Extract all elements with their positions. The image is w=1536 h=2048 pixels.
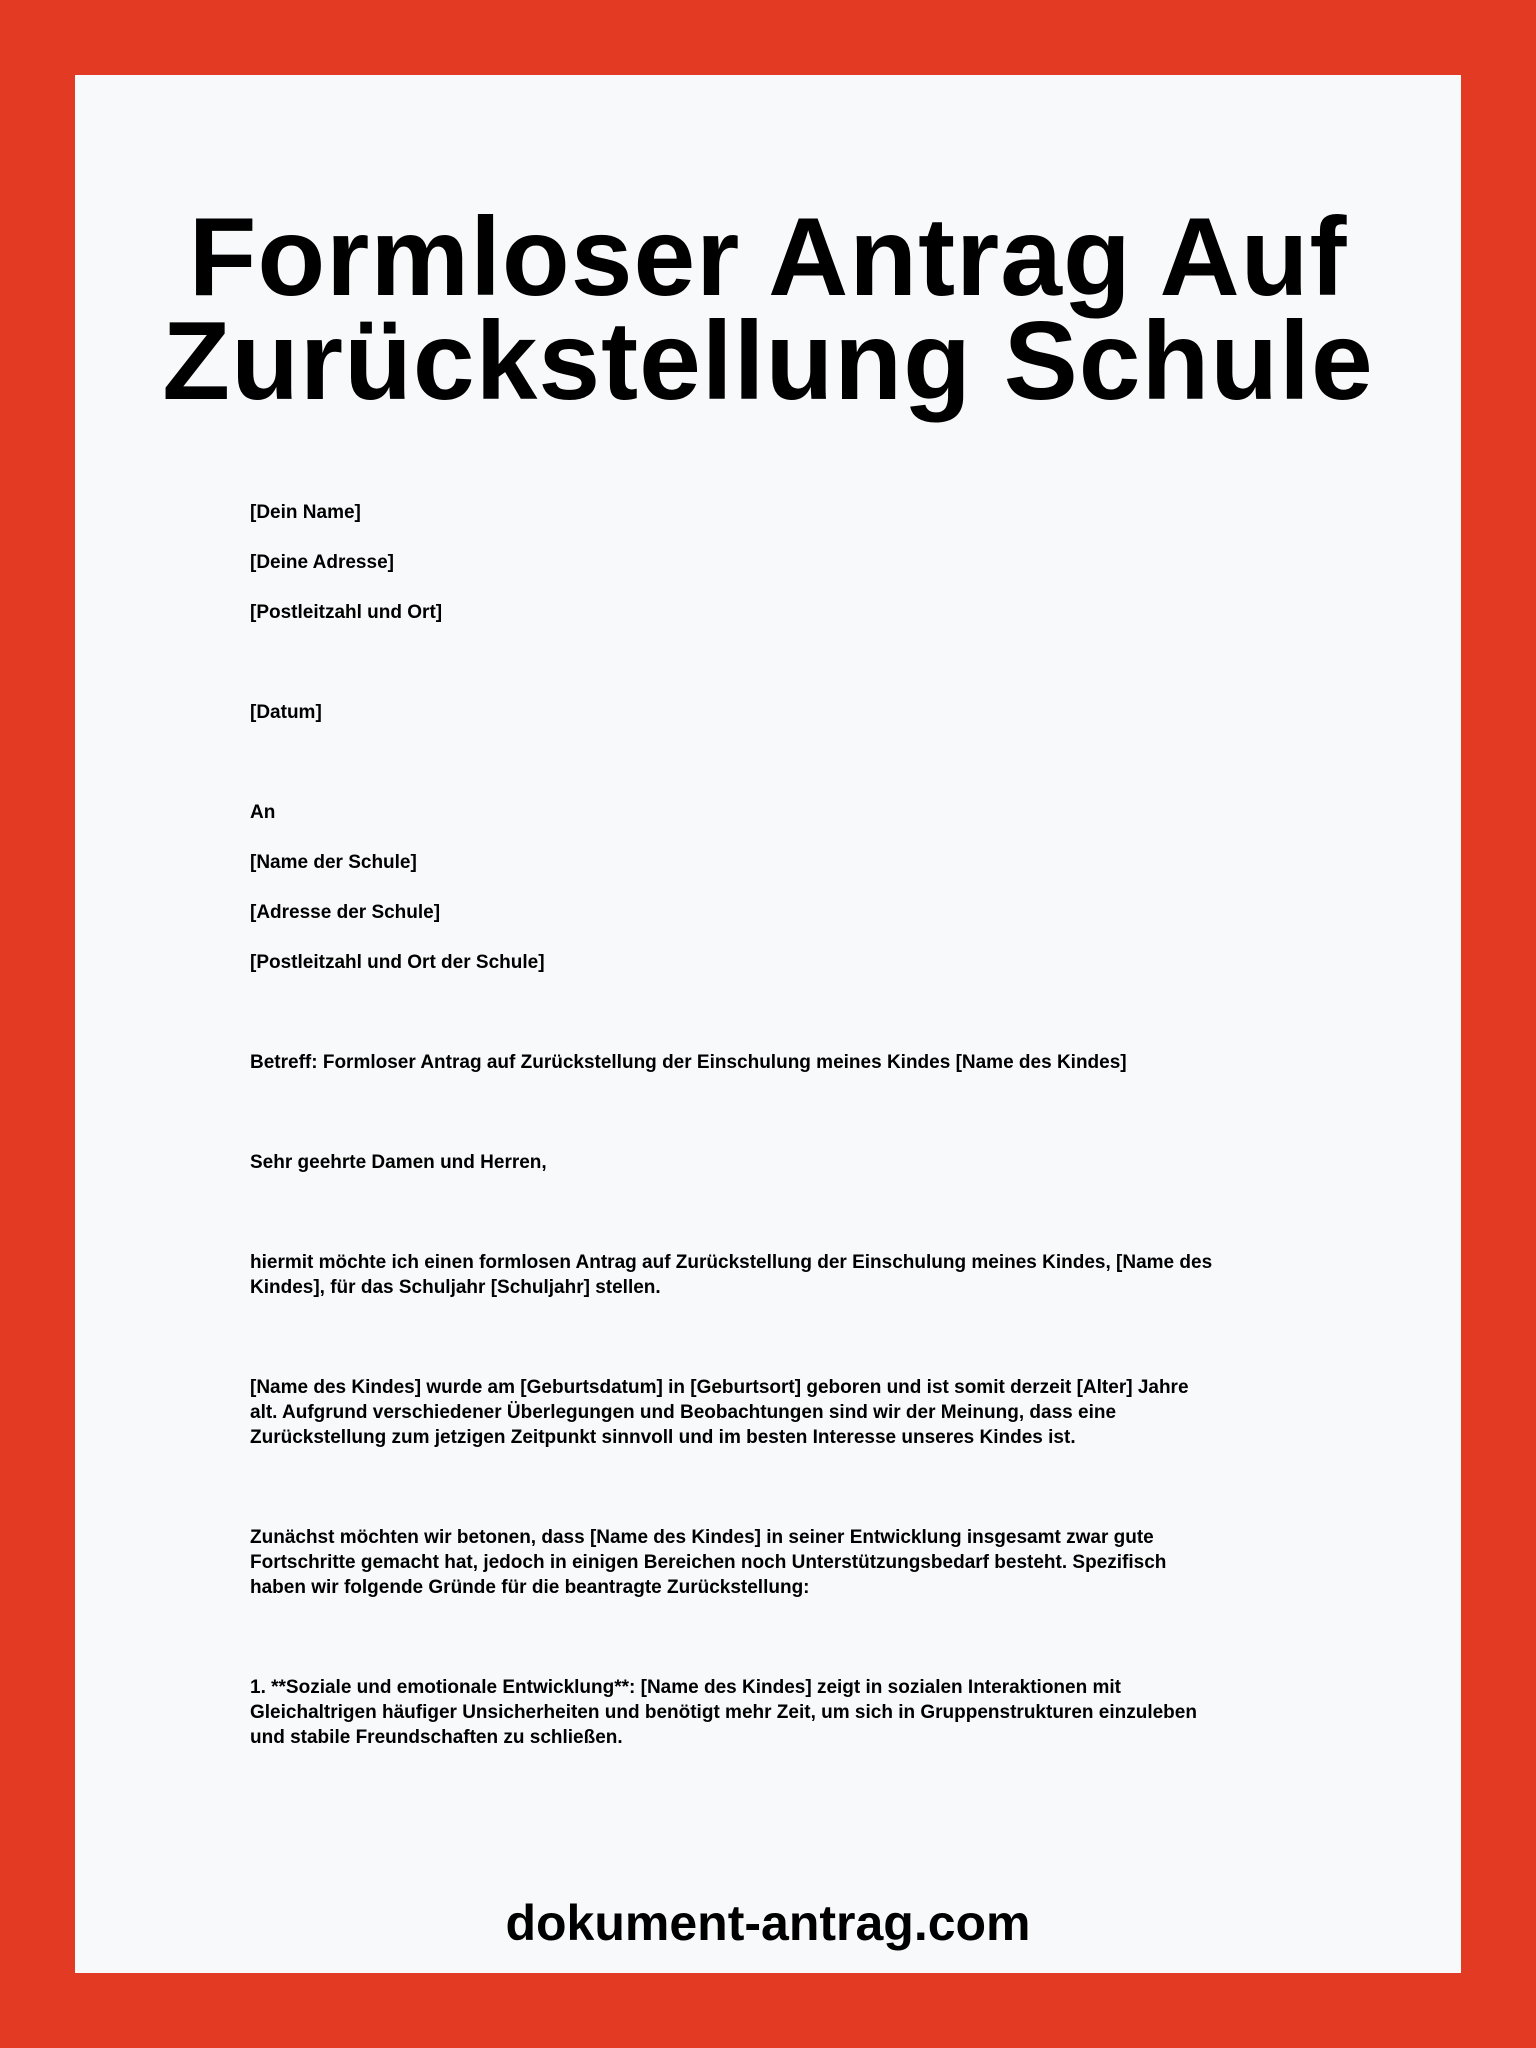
paragraph-line: Gleichaltrigen häufiger Unsicherheiten und benötigt mehr Zeit, um sich in Gruppenstrukturen einzuleben <box>250 1702 1197 1723</box>
paragraph-intro <box>250 1250 1350 1300</box>
recipient-school-name: [Name der Schule] <box>250 852 417 873</box>
recipient-school-city: [Postleitzahl und Ort der Schule] <box>250 952 545 973</box>
paragraph-line: 1. **Soziale und emotionale Entwicklung**: [Name des Kindes] zeigt in sozialen Interaktionen mit <box>250 1677 1121 1698</box>
paragraph-line: [Name des Kindes] wurde am [Geburtsdatum] in [Geburtsort] geboren und ist somit derzeit [Alter] Jahre <box>250 1377 1189 1398</box>
paragraph-line: Fortschritte gemacht hat, jedoch in einigen Bereichen noch Unterstützungsbedarf besteht. Spezifisch <box>250 1552 1167 1573</box>
recipient-school-address: [Adresse der Schule] <box>250 902 441 923</box>
paragraph-line: und stabile Freundschaften zu schließen. <box>250 1727 623 1748</box>
paragraph-reason-1 <box>250 1675 1350 1750</box>
sender-name: [Dein Name] <box>250 502 361 523</box>
paragraph-child-info <box>250 1375 1350 1450</box>
title-line-1: Formloser Antrag Auf <box>188 195 1348 319</box>
sender-address: [Deine Adresse] <box>250 552 394 573</box>
letter-date: [Datum] <box>250 702 322 723</box>
sender-city: [Postleitzahl und Ort] <box>250 602 443 623</box>
title-line-2: Zurückstellung Schule <box>162 299 1374 423</box>
paragraph-line: Zunächst möchten wir betonen, dass [Name des Kindes] in seiner Entwicklung insgesamt zwar gute <box>250 1527 1154 1548</box>
document-title <box>75 195 1461 423</box>
letter-subject: Betreff: Formloser Antrag auf Zurückstellung der Einschulung meines Kindes [Name des Kindes] <box>250 1052 1127 1073</box>
paragraph-line: haben wir folgende Gründe für die beantragte Zurückstellung: <box>250 1577 810 1598</box>
document-page <box>75 75 1461 1973</box>
letter-salutation: Sehr geehrte Damen und Herren, <box>250 1152 547 1173</box>
paragraph-line: Zurückstellung zum jetzigen Zeitpunkt sinnvoll und im besten Interesse unseres Kindes ist. <box>250 1427 1076 1448</box>
paragraph-line: Kindes], für das Schuljahr [Schuljahr] stellen. <box>250 1277 661 1298</box>
paragraph-line: hiermit möchte ich einen formlosen Antrag auf Zurückstellung der Einschulung meines Kindes, [Name des <box>250 1252 1213 1273</box>
recipient-to: An <box>250 802 276 823</box>
paragraph-reasons-intro <box>250 1525 1350 1600</box>
paragraph-line: alt. Aufgrund verschiedener Überlegungen und Beobachtungen sind wir der Meinung, dass eine <box>250 1402 1117 1423</box>
footer-site-name: dokument-antrag.com <box>505 1895 1031 1951</box>
